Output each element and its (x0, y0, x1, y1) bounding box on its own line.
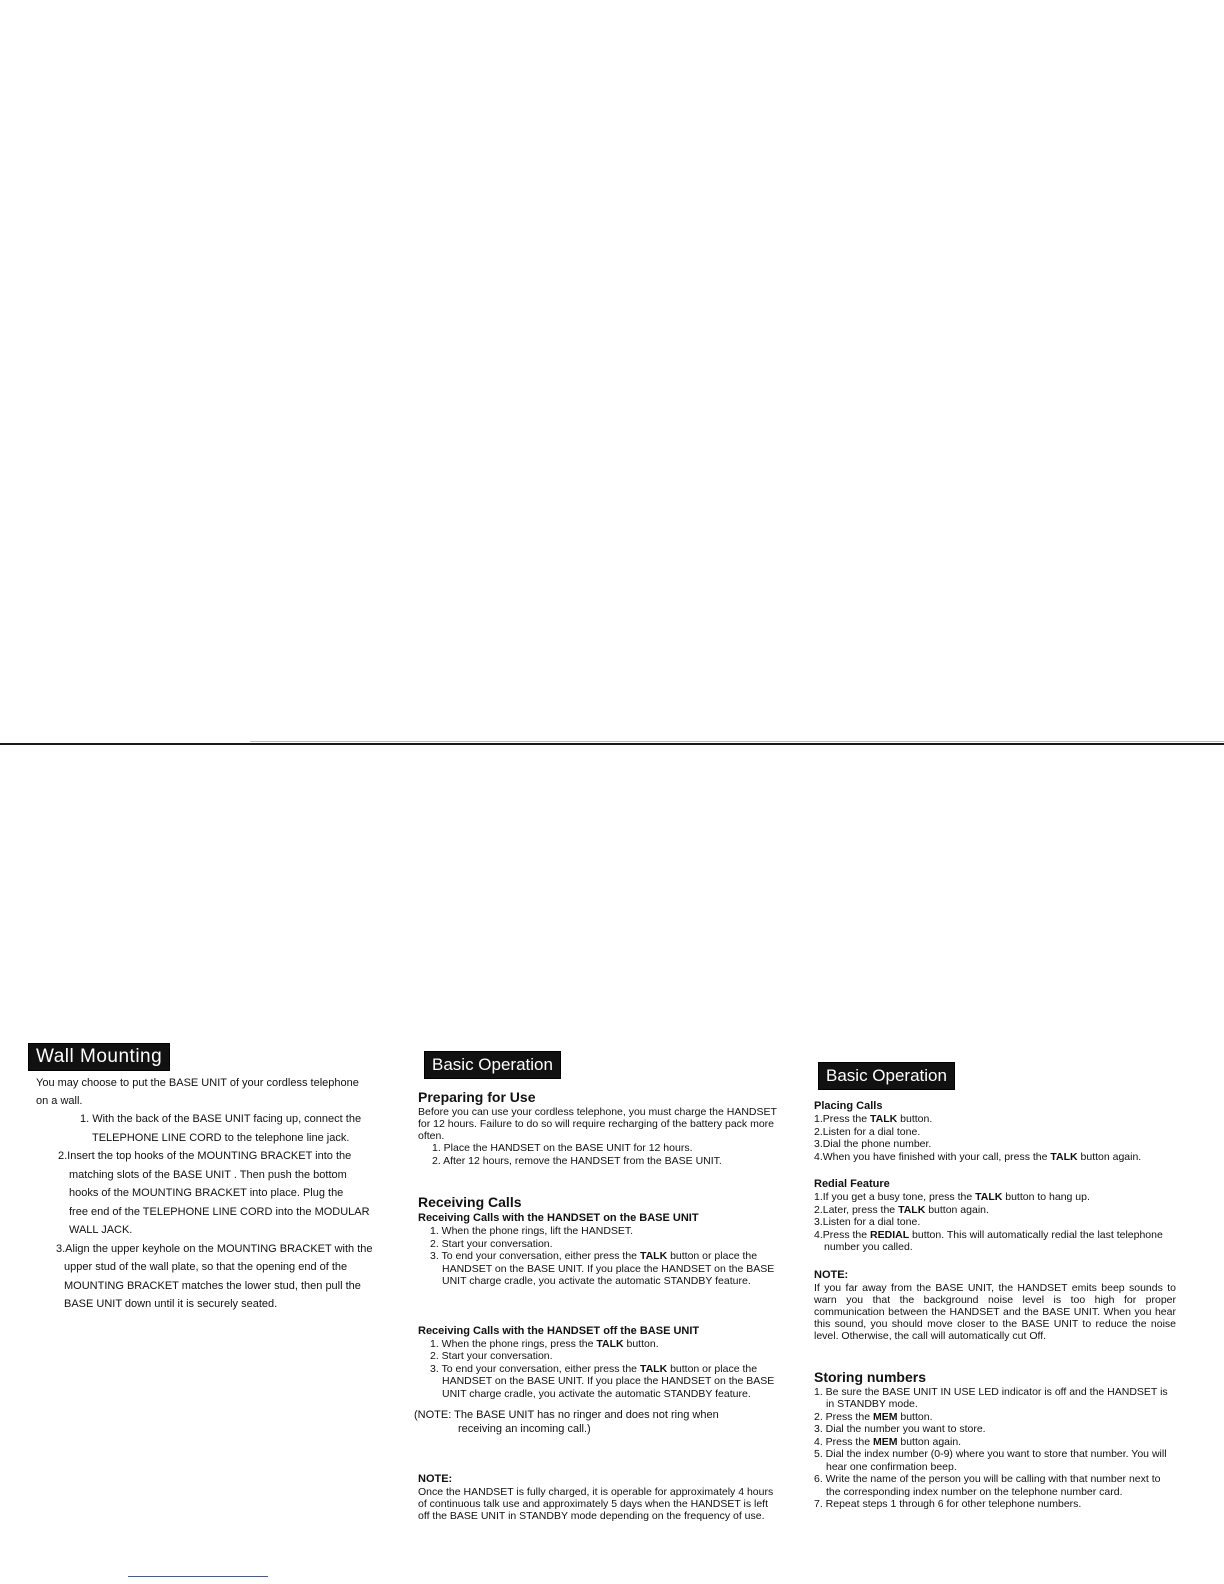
storing-steps (814, 1386, 1176, 1511)
ringer-note-line-2: receiving an incoming call.) (458, 1423, 591, 1435)
store-step-7: 7. Repeat steps 1 through 6 for other telephone numbers. (814, 1498, 1082, 1510)
wall-step-1 (58, 1110, 391, 1147)
redial-step-3: 3.Listen for a dial tone. (814, 1216, 921, 1228)
wall-step-1-line-2: TELEPHONE LINE CORD to the telephone line jack. (92, 1131, 350, 1144)
off-base-steps (418, 1338, 778, 1401)
off-base-title: Receiving Calls with the HANDSET off the BASE UNIT (418, 1324, 700, 1337)
off-step-1 (430, 1338, 778, 1351)
wall-step-1-line-1: 1. With the back of the BASE UNIT facing up, connect the (80, 1113, 362, 1125)
on-base-title: Receiving Calls with the HANDSET on the BASE UNIT (418, 1212, 699, 1224)
ringer-note-line-1: (NOTE: The BASE UNIT has no ringer and does not ring when (414, 1409, 719, 1421)
wall-step-2-line-4: free end of the TELEPHONE LINE CORD into the MODULAR (69, 1205, 370, 1218)
talk-label: TALK (870, 1113, 898, 1125)
basic-operation-column-2 (814, 1062, 1176, 1511)
fold-line-shadow (250, 741, 1224, 742)
talk-label: TALK (1050, 1150, 1078, 1163)
place-step-4-text-a: 4.When you have finished with your call, press the (814, 1150, 1051, 1163)
redial-step-4 (814, 1229, 1176, 1254)
wall-mounting-banner: Wall Mounting (28, 1043, 170, 1071)
talk-label: TALK (596, 1337, 624, 1350)
store-step-2-text-a: 2. Press the (814, 1410, 873, 1423)
preparing-steps (418, 1142, 778, 1167)
off-step-1-text-a: 1. When the phone rings, press the (430, 1337, 597, 1350)
wall-step-2-line-1: 2.Insert the top hooks of the MOUNTING BRACKET into the (58, 1150, 352, 1162)
store-step-4 (814, 1436, 1176, 1449)
redial-step-2-text-a: 2.Later, press the (814, 1203, 899, 1216)
basic-operation-column-1 (414, 1051, 778, 1522)
mem-label: MEM (872, 1410, 898, 1423)
wall-step-3-line-2: upper stud of the wall plate, so that the opening end of the (64, 1261, 348, 1273)
store-step-1: 1. Be sure the BASE UNIT IN USE LED indicator is off and the HANDSET is in STANDBY mode. (814, 1385, 1168, 1410)
talk-label: TALK (639, 1362, 668, 1375)
off-step-3 (430, 1363, 778, 1401)
place-step-3: 3.Dial the phone number. (814, 1138, 932, 1150)
redial-step-4-text-a: 4.Press the (814, 1228, 871, 1241)
footer-rule (128, 1576, 268, 1577)
off-step-3-text-b: button or place the HANDSET on the BASE UNIT. If you place the HANDSET on the BASE UNIT charge cradle, you activate the automatic STANDBY feature. (442, 1362, 775, 1400)
wall-mounting-column (36, 1043, 391, 1314)
on-step-3-text-a: 3. To end your conversation, either press the (430, 1250, 640, 1262)
fold-line (0, 743, 1224, 745)
receiving-title: Receiving Calls (418, 1194, 522, 1210)
on-step-1: 1. When the phone rings, lift the HANDSET. (430, 1225, 634, 1237)
redial-title: Redial Feature (814, 1178, 890, 1190)
on-step-3 (430, 1250, 778, 1288)
redial-step-2-text-b: button again. (925, 1203, 989, 1216)
wall-mount-steps (36, 1110, 391, 1314)
redial-label: REDIAL (870, 1228, 910, 1241)
intro-line-1: You may choose to put the BASE UNIT of your cordless telephone (36, 1077, 359, 1089)
basic-operation-banner: Basic Operation (424, 1051, 561, 1079)
off-step-3-text-a: 3. To end your conversation, either press the (430, 1362, 640, 1375)
wall-step-2-line-2: matching slots of the BASE UNIT . Then push the bottom (69, 1168, 347, 1181)
store-step-3: 3. Dial the number you want to store. (814, 1423, 986, 1435)
store-step-2 (814, 1411, 1176, 1424)
prep-step-2: 2. After 12 hours, remove the HANDSET from the BASE UNIT. (432, 1154, 722, 1167)
intro-line-2: on a wall. (36, 1095, 83, 1107)
range-note-text: If you far away from the BASE UNIT, the HANDSET emits beep sounds to warn you that the background noise level is too high for proper communication between the HANDSET and the BASE UNIT. When you hear this sound, you should move closer to the BASE UNIT to reduce the noise level. Otherwise, the call will automatically cut Off. (814, 1281, 1176, 1342)
redial-step-4-text-b: button. This will automatically redial the last telephone number you called. (824, 1228, 1163, 1253)
wall-step-2-line-5: WALL JACK. (69, 1224, 133, 1236)
store-step-4-text-a: 4. Press the (814, 1435, 873, 1448)
preparing-text: Before you can use your cordless telephone, you must charge the HANDSET for 12 hours. Failure to do so will require recharging of the battery pack more often. (418, 1106, 777, 1142)
talk-label: TALK (898, 1203, 926, 1216)
mem-label: MEM (872, 1435, 898, 1448)
place-step-4-text-b: button again. (1077, 1150, 1142, 1163)
place-step-2: 2.Listen for a dial tone. (814, 1125, 921, 1138)
on-base-steps (418, 1225, 778, 1288)
wall-step-3-line-3: MOUNTING BRACKET matches the lower stud, then pull the (64, 1279, 361, 1292)
prep-step-1: 1. Place the HANDSET on the BASE UNIT for 12 hours. (432, 1142, 693, 1154)
basic-operation-banner: Basic Operation (818, 1062, 955, 1090)
place-step-1-text-a: 1.Press the (814, 1113, 871, 1125)
note-heading: NOTE: (814, 1268, 849, 1281)
wall-step-2 (36, 1147, 391, 1240)
wall-step-3-line-1: 3.Align the upper keyhole on the MOUNTING BRACKET with the (56, 1242, 373, 1255)
store-step-5: 5. Dial the index number (0-9) where you want to store that number. You will hear one confirmation beep. (814, 1448, 1167, 1473)
redial-step-1 (814, 1191, 1176, 1204)
place-step-4 (814, 1151, 1176, 1164)
redial-step-1-text-b: button to hang up. (1002, 1191, 1090, 1203)
store-step-6: 6. Write the name of the person you will be calling with that number next to the corresponding index number on the telephone number card. (814, 1473, 1161, 1498)
storing-title: Storing numbers (814, 1368, 927, 1385)
redial-step-1-text-a: 1.If you get a busy tone, press the (814, 1191, 976, 1203)
on-step-3-text-b: button or place the HANDSET on the BASE UNIT. If you place the HANDSET on the BASE UNIT charge cradle, you activate the automatic STANDBY feature. (442, 1250, 775, 1287)
off-step-2: 2. Start your conversation. (430, 1350, 553, 1362)
store-step-2-text-b: button. (897, 1410, 933, 1423)
placing-calls-title: Placing Calls (814, 1100, 883, 1112)
note-heading: NOTE: (418, 1473, 453, 1485)
place-step-1-text-b: button. (897, 1113, 933, 1125)
wall-step-3 (36, 1240, 391, 1314)
wall-step-3-line-4: BASE UNIT down until it is securely seated. (64, 1298, 278, 1310)
talk-label: TALK (975, 1191, 1003, 1203)
talk-label: TALK (639, 1250, 668, 1262)
on-step-2: 2. Start your conversation. (430, 1237, 553, 1250)
preparing-title: Preparing for Use (418, 1089, 536, 1105)
redial-step-2 (814, 1204, 1176, 1217)
store-step-4-text-b: button again. (897, 1435, 962, 1448)
redial-steps (814, 1191, 1176, 1254)
off-step-1-text-b: button. (623, 1337, 659, 1350)
place-step-1 (814, 1113, 1176, 1126)
wall-step-2-line-3: hooks of the MOUNTING BRACKET into place. Plug the (69, 1187, 344, 1199)
battery-note-text: Once the HANDSET is fully charged, it is operable for approximately 4 hours of continuous talk use and approximately 5 days when the HANDSET is left off the BASE UNIT in STANDBY mode depending on the frequency of use. (418, 1486, 774, 1522)
placing-steps (814, 1113, 1176, 1163)
